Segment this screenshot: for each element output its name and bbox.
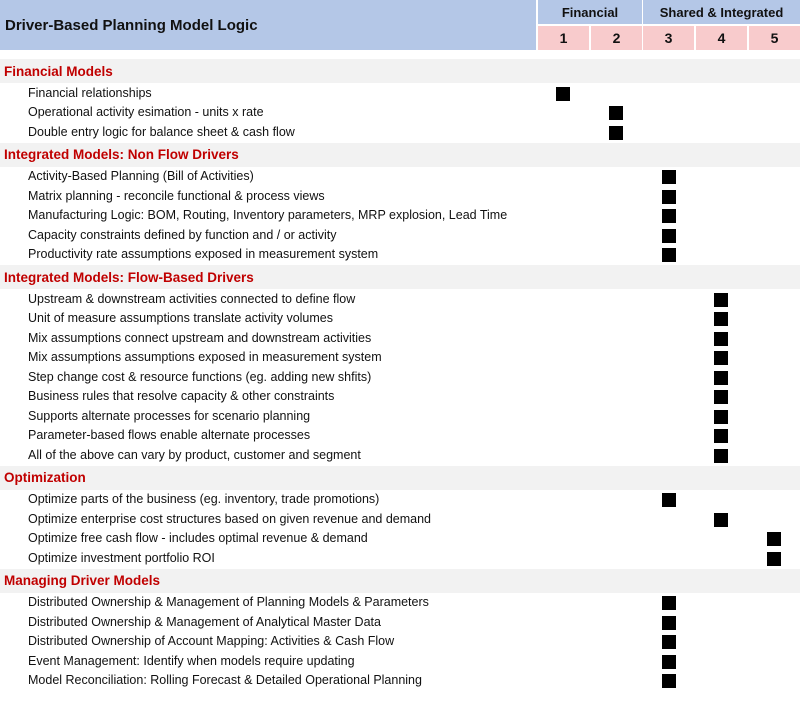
- filled-square-marker-col-4: [714, 332, 728, 346]
- table-row: [0, 123, 800, 143]
- row-label: Business rules that resolve capacity & other constraints: [28, 389, 335, 403]
- column-header-1: 1: [538, 26, 589, 50]
- filled-square-marker-col-2: [609, 126, 623, 140]
- filled-square-marker-col-1: [556, 87, 570, 101]
- filled-square-marker-col-3: [662, 170, 676, 184]
- table-row: [0, 529, 800, 549]
- filled-square-marker-col-3: [662, 596, 676, 610]
- table-row: [0, 226, 800, 246]
- table-row: [0, 348, 800, 368]
- table-row: [0, 671, 800, 691]
- column-header-5: 5: [749, 26, 800, 50]
- table-row: [0, 187, 800, 207]
- filled-square-marker-col-4: [714, 312, 728, 326]
- row-label: Mix assumptions connect upstream and downstream activities: [28, 330, 372, 345]
- row-label: Mix assumptions assumptions exposed in measurement system: [28, 350, 382, 364]
- filled-square-marker-col-3: [662, 209, 676, 223]
- row-label: Matrix planning - reconcile functional & process views: [28, 188, 325, 203]
- table-row: [0, 103, 800, 123]
- filled-square-marker-col-3: [662, 229, 676, 243]
- column-header-4: 4: [696, 26, 747, 50]
- group-header-financial: Financial: [538, 0, 642, 24]
- table-row: [0, 652, 800, 672]
- row-label: Manufacturing Logic: BOM, Routing, Inventory parameters, MRP explosion, Lead Time: [28, 208, 508, 222]
- row-label: Parameter-based flows enable alternate processes: [28, 428, 311, 442]
- row-label: Model Reconciliation: Rolling Forecast & Detailed Operational Planning: [28, 673, 422, 687]
- section-header: Integrated Models: Flow-Based Drivers: [0, 265, 800, 289]
- table-row: [0, 84, 800, 104]
- sheet-title: Driver-Based Planning Model Logic: [0, 0, 536, 50]
- table-row: [0, 290, 800, 310]
- filled-square-marker-col-3: [662, 190, 676, 204]
- row-label: Optimize parts of the business (eg. inventory, trade promotions): [28, 492, 380, 506]
- row-label: Capacity constraints defined by function and / or activity: [28, 227, 337, 242]
- row-label: Distributed Ownership & Management of Analytical Master Data: [28, 614, 381, 629]
- row-label: Step change cost & resource functions (eg. adding new shfits): [28, 369, 372, 384]
- row-label: Financial relationships: [28, 85, 152, 100]
- table-row: [0, 490, 800, 510]
- filled-square-marker-col-3: [662, 616, 676, 630]
- row-label: Optimize free cash flow - includes optimal revenue & demand: [28, 531, 368, 545]
- filled-square-marker-col-3: [662, 635, 676, 649]
- table-row: [0, 245, 800, 265]
- filled-square-marker-col-4: [714, 390, 728, 404]
- filled-square-marker-col-2: [609, 106, 623, 120]
- table-row: [0, 446, 800, 466]
- table-row: [0, 613, 800, 633]
- filled-square-marker-col-3: [662, 493, 676, 507]
- table-row: [0, 206, 800, 226]
- filled-square-marker-col-4: [714, 351, 728, 365]
- row-label: Optimize investment portfolio ROI: [28, 550, 215, 565]
- row-label: Unit of measure assumptions translate activity volumes: [28, 311, 333, 325]
- table-row: [0, 510, 800, 530]
- row-label: All of the above can vary by product, customer and segment: [28, 447, 361, 462]
- table-row: [0, 407, 800, 427]
- filled-square-marker-col-4: [714, 513, 728, 527]
- filled-square-marker-col-4: [714, 449, 728, 463]
- row-label: Supports alternate processes for scenario planning: [28, 408, 311, 423]
- filled-square-marker-col-4: [714, 429, 728, 443]
- section-header: Financial Models: [0, 59, 800, 83]
- row-label: Activity-Based Planning (Bill of Activities): [28, 169, 254, 183]
- row-label: Operational activity esimation - units x rate: [28, 105, 264, 119]
- filled-square-marker-col-4: [714, 371, 728, 385]
- table-row: [0, 309, 800, 329]
- row-label: Distributed Ownership & Management of Planning Models & Parameters: [28, 595, 429, 609]
- column-header-2: 2: [591, 26, 642, 50]
- section-header: Integrated Models: Non Flow Drivers: [0, 143, 800, 167]
- group-header-shared-integrated: Shared & Integrated: [643, 0, 800, 24]
- table-row: [0, 387, 800, 407]
- table-row: [0, 329, 800, 349]
- table-row: [0, 167, 800, 187]
- filled-square-marker-col-5: [767, 552, 781, 566]
- section-header: Optimization: [0, 466, 800, 490]
- table-row: [0, 426, 800, 446]
- filled-square-marker-col-3: [662, 248, 676, 262]
- row-label: Optimize enterprise cost structures based on given revenue and demand: [28, 511, 432, 526]
- table-row: [0, 549, 800, 569]
- row-label: Event Management: Identify when models require updating: [28, 653, 355, 668]
- table-row: [0, 632, 800, 652]
- table-row: [0, 593, 800, 613]
- row-label: Double entry logic for balance sheet & cash flow: [28, 124, 295, 139]
- row-label: Upstream & downstream activities connected to define flow: [28, 291, 356, 306]
- table-row: [0, 368, 800, 388]
- section-header: Managing Driver Models: [0, 569, 800, 593]
- filled-square-marker-col-3: [662, 655, 676, 669]
- filled-square-marker-col-4: [714, 410, 728, 424]
- filled-square-marker-col-3: [662, 674, 676, 688]
- filled-square-marker-col-4: [714, 293, 728, 307]
- column-header-3: 3: [643, 26, 694, 50]
- filled-square-marker-col-5: [767, 532, 781, 546]
- row-label: Distributed Ownership of Account Mapping: Activities & Cash Flow: [28, 634, 395, 648]
- row-label: Productivity rate assumptions exposed in measurement system: [28, 247, 379, 261]
